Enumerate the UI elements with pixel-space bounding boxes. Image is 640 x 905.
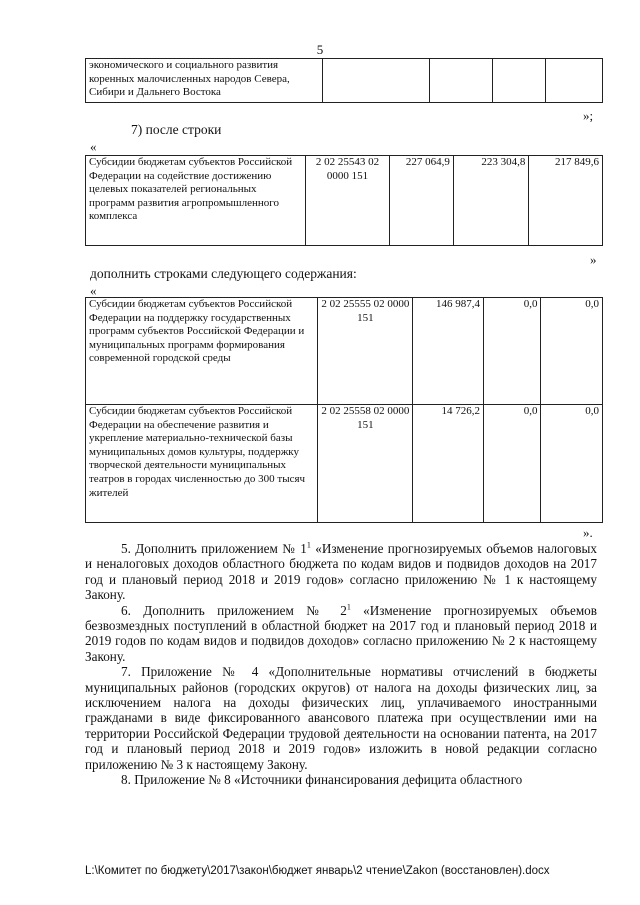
table-cell-value: 0,0	[483, 298, 541, 405]
paragraph-7: 7. Приложение № 4 «Дополнительные нормативы отчислений в бюджеты муниципальных районов (городских округов) от налога на доходы физических лиц, за исключением налога на доходы физических лиц, уплачиваемого иностранными гражданами в виде фиксированного авансового платежа при осуществлении ими на территории Российской Федерации трудовой деятельности на основании патента, на 2017 год и плановый период 2018 и 2019 годов» изложить в новой редакции согласно приложению № 3 к настоящему Закону.	[85, 664, 597, 772]
table-cell-value: 146 987,4	[413, 298, 484, 405]
body-text	[85, 541, 597, 788]
table-cell-value: 0,0	[483, 405, 541, 523]
paragraph-8: 8. Приложение № 8 «Источники финансирования дефицита областного	[121, 772, 523, 788]
superscript: 1	[306, 540, 311, 550]
table-cell-value: 14 726,2	[413, 405, 484, 523]
table-cell-value	[493, 59, 546, 103]
table-cell-value: 0,0	[541, 405, 603, 523]
table-cell-text: Субсидии бюджетам субъектов Российской Федерации на содействие достижению целевых показателей региональных программ развития агропромышленного комплекса	[86, 156, 306, 246]
table-after-row	[85, 155, 603, 246]
table-cell-code	[322, 59, 429, 103]
supplement-heading: дополнить строками следующего содержания:	[90, 266, 357, 281]
table-cell-value: 227 064,9	[390, 156, 454, 246]
table-row	[86, 405, 603, 523]
paragraph-6	[85, 603, 597, 665]
page-number: 5	[316, 42, 324, 57]
table-cell-text: экономического и социального развития коренных малочисленных народов Севера, Сибири и Дальнего Востока	[86, 59, 323, 103]
table-continuation	[85, 58, 603, 103]
open-quote: «	[90, 283, 97, 298]
table-row	[86, 298, 603, 405]
paragraph-6-rest: «Изменение прогнозируемых объемов безвозмездных поступлений в областной бюджет на 2017 год и плановый период 2018 и 2019 годов по кодам видов и подвидов доходов» согласно приложению № 2 к настоящему Закону.	[85, 602, 598, 664]
paragraph-5-rest: «Изменение прогнозируемых объемов налоговых и неналоговых доходов областного бюджета по кодам видов и подвидов доходов на 2017 год и плановый период 2018 и 2019 годов» согласно приложению № 1 к настоящему Закону.	[85, 541, 597, 603]
table-new-rows	[85, 297, 603, 523]
closing-quote: ».	[583, 525, 593, 540]
footer-file-path: L:\Комитет по бюджету\2017\закон\бюджет январь\2 чтение\Zakon (восстановлен).docx	[85, 865, 550, 877]
table-cell-value	[546, 59, 603, 103]
table-row	[86, 59, 603, 103]
close-quote: »	[590, 252, 597, 267]
item-7-heading: 7) после строки	[131, 122, 222, 137]
table-cell-value: 223 304,8	[453, 156, 529, 246]
paragraph-5	[85, 541, 597, 603]
superscript: 1	[346, 602, 351, 612]
paragraph-6-lead: 6. Дополнить приложением № 2	[121, 602, 347, 618]
closing-quote: »;	[583, 108, 594, 123]
table-row	[86, 156, 603, 246]
table-cell-text: Субсидии бюджетам субъектов Российской Федерации на обеспечение развития и укрепление материально-технической базы муниципальных домов культуры, поддержку творческой деятельности муниципальных театров в городах численностью до 300 тысяч жителей	[86, 405, 318, 523]
table-cell-code: 2 02 25558 02 0000 151	[318, 405, 413, 523]
paragraph-5-lead: 5. Дополнить приложением № 1	[121, 541, 307, 556]
table-cell-value: 217 849,6	[529, 156, 603, 246]
table-cell-value	[429, 59, 493, 103]
table-cell-code: 2 02 25543 02 0000 151	[305, 156, 389, 246]
table-cell-text: Субсидии бюджетам субъектов Российской Федерации на поддержку государственных программ субъектов Российской Федерации и муниципальных программ формирования современной городской среды	[86, 298, 318, 405]
table-cell-value: 0,0	[541, 298, 603, 405]
open-quote: «	[90, 139, 97, 154]
table-cell-code: 2 02 25555 02 0000 151	[318, 298, 413, 405]
